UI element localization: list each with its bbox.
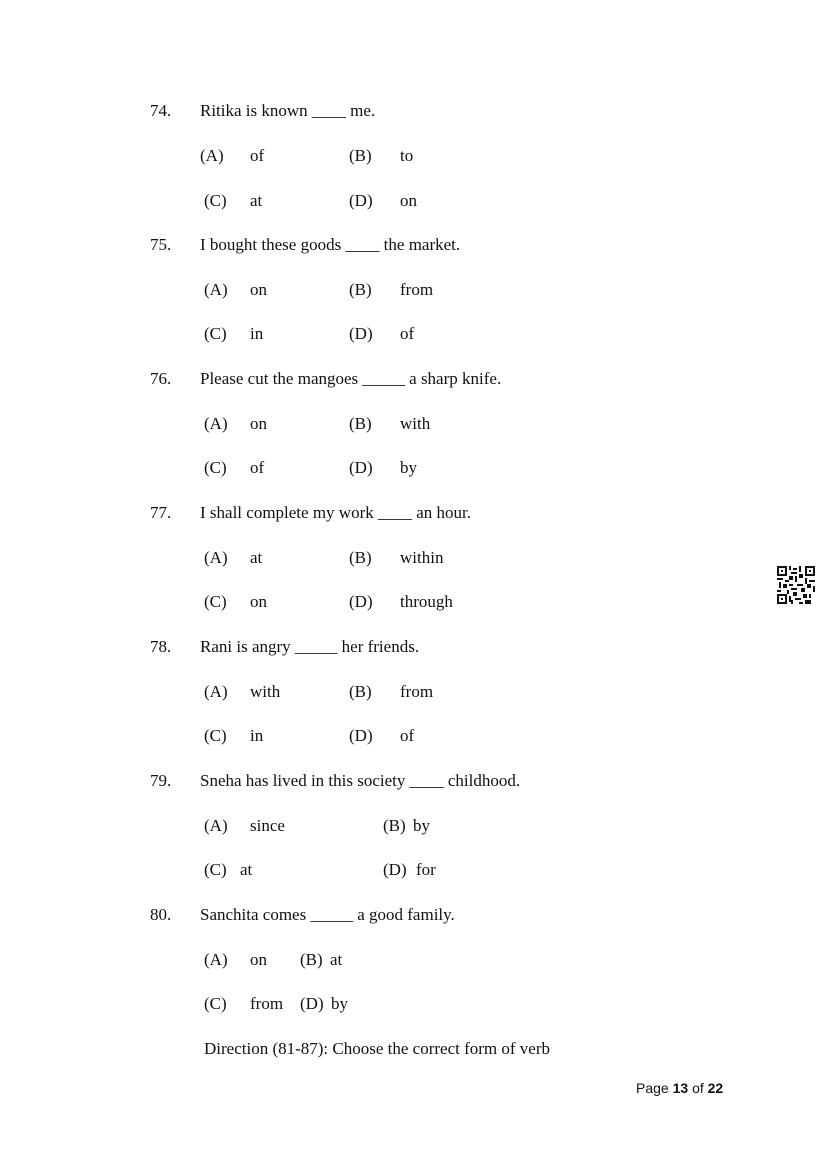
option-text: at bbox=[250, 548, 263, 567]
question-text: Please cut the mangoes _____ a sharp knife. bbox=[200, 369, 502, 388]
option-label: (A) bbox=[204, 280, 228, 299]
option-text: of bbox=[250, 146, 265, 165]
option-text: with bbox=[250, 682, 281, 701]
option-text: of bbox=[400, 726, 415, 745]
option-label: (A) bbox=[204, 414, 228, 433]
option-label: (D) bbox=[349, 324, 373, 343]
option-text: through bbox=[400, 592, 453, 611]
page-word: Page bbox=[636, 1080, 669, 1096]
question-number: 78. bbox=[150, 637, 172, 656]
option-label: (A) bbox=[204, 682, 228, 701]
total-pages: 22 bbox=[707, 1080, 724, 1096]
qr-code bbox=[777, 566, 815, 604]
question-number: 74. bbox=[150, 101, 172, 120]
option-text: for bbox=[416, 860, 436, 879]
option-label: (D) bbox=[300, 994, 324, 1013]
option-label: (C) bbox=[204, 592, 227, 611]
question-number: 79. bbox=[150, 771, 172, 790]
option-text: since bbox=[250, 816, 285, 835]
option-label: (D) bbox=[383, 860, 407, 879]
option-text: from bbox=[400, 682, 434, 701]
option-text: from bbox=[400, 280, 434, 299]
option-label: (B) bbox=[349, 414, 372, 433]
option-text: at bbox=[250, 191, 263, 210]
option-text: by bbox=[400, 458, 417, 477]
option-text: on bbox=[250, 950, 267, 969]
question-number: 75. bbox=[150, 235, 172, 254]
option-label: (C) bbox=[204, 860, 227, 879]
question-number: 76. bbox=[150, 369, 172, 388]
question-text: Rani is angry _____ her friends. bbox=[200, 637, 420, 656]
option-label: (A) bbox=[204, 548, 228, 567]
option-label: (A) bbox=[204, 816, 228, 835]
question-text: Sneha has lived in this society ____ childhood. bbox=[200, 771, 521, 790]
option-label: (C) bbox=[204, 324, 227, 343]
current-page: 13 bbox=[672, 1080, 689, 1096]
option-text: in bbox=[250, 324, 264, 343]
option-text: from bbox=[250, 994, 284, 1013]
question-number: 80. bbox=[150, 905, 172, 924]
option-label: (D) bbox=[349, 726, 373, 745]
option-label: (D) bbox=[349, 191, 373, 210]
option-label: (B) bbox=[349, 146, 372, 165]
option-text: on bbox=[400, 191, 417, 210]
option-label: (B) bbox=[383, 816, 406, 835]
option-label: (A) bbox=[204, 950, 228, 969]
option-text: at bbox=[330, 950, 343, 969]
question-text: Sanchita comes _____ a good family. bbox=[200, 905, 455, 924]
option-label: (B) bbox=[349, 682, 372, 701]
question-text: I bought these goods ____ the market. bbox=[200, 235, 461, 254]
option-label: (D) bbox=[349, 458, 373, 477]
question-text: I shall complete my work ____ an hour. bbox=[200, 503, 472, 522]
option-label: (A) bbox=[200, 146, 224, 165]
option-text: by bbox=[331, 994, 348, 1013]
page-number bbox=[636, 1080, 723, 1096]
option-text: at bbox=[240, 860, 253, 879]
question-text: Ritika is known ____ me. bbox=[200, 101, 376, 120]
option-text: on bbox=[250, 414, 267, 433]
option-label: (C) bbox=[204, 726, 227, 745]
option-text: of bbox=[400, 324, 415, 343]
option-text: in bbox=[250, 726, 264, 745]
option-text: on bbox=[250, 592, 267, 611]
option-text: by bbox=[413, 816, 430, 835]
option-text: with bbox=[400, 414, 431, 433]
option-text: on bbox=[250, 280, 267, 299]
option-text: to bbox=[400, 146, 414, 165]
option-label: (B) bbox=[349, 280, 372, 299]
option-label: (B) bbox=[300, 950, 323, 969]
option-text: within bbox=[400, 548, 444, 567]
option-label: (C) bbox=[204, 191, 227, 210]
option-text: of bbox=[250, 458, 265, 477]
question-number: 77. bbox=[150, 503, 172, 522]
of-word: of bbox=[692, 1080, 704, 1096]
option-label: (C) bbox=[204, 458, 227, 477]
option-label: (C) bbox=[204, 994, 227, 1013]
direction-text: Direction (81-87): Choose the correct form of verb bbox=[204, 1039, 551, 1058]
option-label: (B) bbox=[349, 548, 372, 567]
option-label: (D) bbox=[349, 592, 373, 611]
